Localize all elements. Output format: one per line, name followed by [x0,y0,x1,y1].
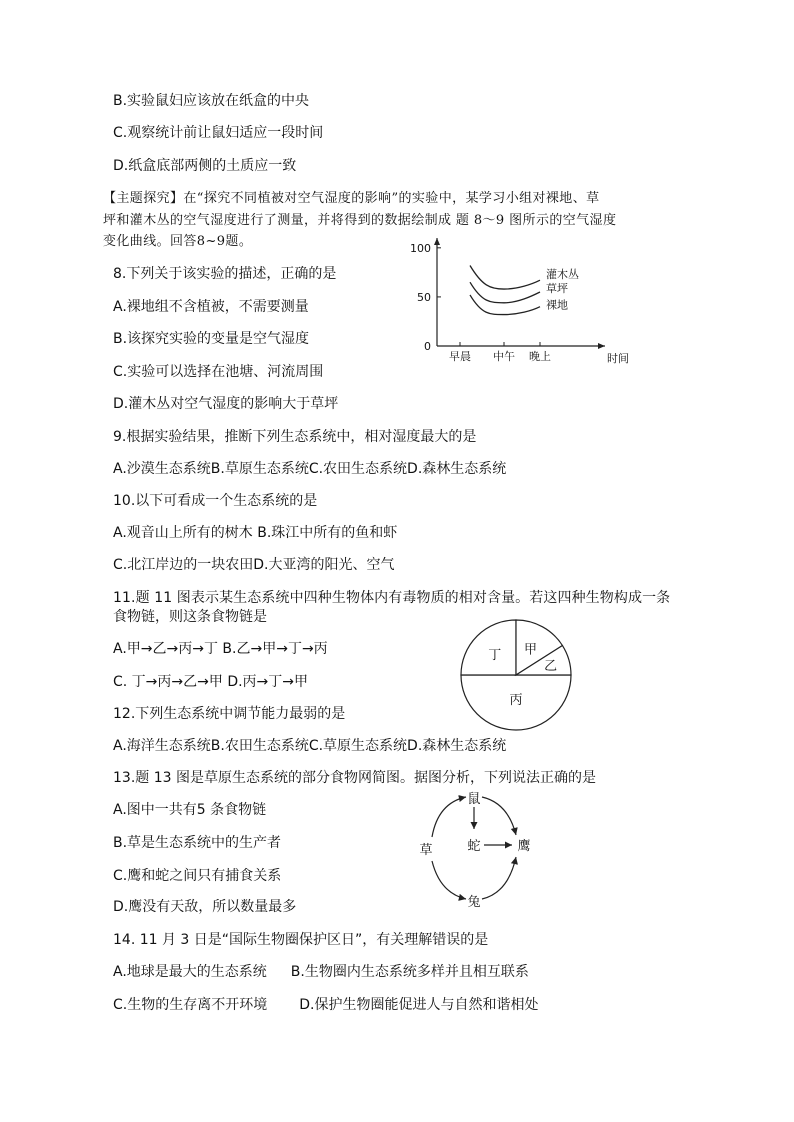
q12-stem: 12.下列生态系统中调节能力最弱的是 [113,706,346,722]
node-snake: 蛇 [467,839,481,854]
pie-label-2: 甲 [523,642,537,658]
y-axis-arrow [434,238,440,245]
node-mouse: 鼠 [467,792,481,807]
topic-intro-line-1: 【主题探究】在“探究不同植被对空气湿度的影响”的实验中，某学习小组对裸地、草 [103,191,600,206]
q11-stem-line-1: 11.题 11 图表示某生态系统中四种生物体内有毒物质的相对含量。若这四种生物构成一条 [113,590,671,606]
y-tick-label: 100 [410,241,431,255]
q12-options: A.海洋生态系统B.农田生态系统C.草原生态系统D.森林生态系统 [113,738,507,754]
q11-options-ab: A.甲→乙→丙→丁 B.乙→甲→丁→丙 [113,641,328,657]
x-tick-label: 早晨 [449,350,471,363]
q7-option-b: B.实验鼠妇应该放在纸盒的中央 [113,93,310,109]
y-tick-label: 50 [417,290,431,304]
q14-options-ab [113,962,529,982]
x-axis-label: 时间 [607,352,629,365]
q14-options-cd [113,995,538,1015]
q14-option-b: B.生物圈内生态系统多样并且相互联系 [290,964,529,980]
q8-stem: 8.下列关于该实验的描述，正确的是 [113,266,337,282]
pie-label-0: 丙 [509,693,523,708]
node-eagle: 鹰 [517,839,531,854]
series-label-0: 灌木丛 [546,268,579,282]
x-tick-label: 中午 [493,350,515,363]
series-label-2: 裸地 [546,298,568,312]
pie-label-3: 乙 [544,658,558,674]
series-line-0 [470,265,540,289]
q7-option-d: D.纸盒底部两侧的土质应一致 [113,158,297,174]
q10-stem: 10.以下可看成一个生态系统的是 [113,493,318,509]
q9-stem: 9.根据实验结果，推断下列生态系统中，相对湿度最大的是 [113,429,477,445]
q8-option-c: C.实验可以选择在池塘、河流周围 [113,364,324,380]
q10-options-ab: A.观音山上所有的树木 B.珠江中所有的鱼和虾 [113,525,398,541]
arrow-mouse-to-eagle [482,797,516,835]
q13-stem: 13.题 13 图是草原生态系统的部分食物网简图。据图分析，下列说法正确的是 [113,770,596,786]
q14-option-d: D.保护生物圈能促进人与自然和谐相处 [299,997,539,1013]
q14-option-a: A.地球是最大的生态系统 [113,964,267,980]
q13-option-d: D.鹰没有天敌，所以数量最多 [113,899,297,915]
q13-option-c: C.鹰和蛇之间只有捕食关系 [113,868,282,884]
q8-option-d: D.灌木丛对空气湿度的影响大于草坪 [113,396,339,412]
q9-options: A.沙漠生态系统B.草原生态系统C.农田生态系统D.森林生态系统 [113,461,507,477]
pie-label-1: 丁 [488,647,502,663]
topic-intro-line-2: 坪和灌木丛的空气湿度进行了测量，并将得到的数据绘制成 题 8～9 图所示的空气湿度 [103,213,617,228]
q8-option-a: A.裸地组不含植被，不需要测量 [113,299,309,315]
y-tick-label: 0 [424,340,431,353]
series-line-2 [470,295,540,315]
topic-intro-line-3: 变化曲线。回答8~9题。 [103,234,253,249]
x-axis-arrow [598,343,605,349]
food-web-diagram [412,785,542,917]
q8-option-b: B.该探究实验的变量是空气湿度 [113,331,310,347]
x-tick-label: 晚上 [529,350,551,363]
q13-option-b: B.草是生态系统中的生产者 [113,835,282,851]
series-label-1: 草坪 [546,282,568,295]
arrow-rabbit-to-eagle [482,857,516,899]
q11-options-cd: C. 丁→丙→乙→甲 D.丙→丁→甲 [113,674,309,690]
q11-stem-line-2: 食物链，则这条食物链是 [113,609,267,625]
humidity-line-chart [400,230,640,370]
node-rabbit: 兔 [467,895,481,910]
arrow-grass-to-rabbit [432,861,466,899]
q14-stem: 14. 11 月 3 日是“国际生物圈保护区日”，有关理解错误的是 [113,932,489,948]
q13-option-a: A.图中一共有5 条食物链 [113,802,267,818]
q10-options-cd: C.北江岸边的一块农田D.大亚湾的阳光、空气 [113,557,395,573]
toxin-pie-chart [458,617,574,733]
q7-option-c: C.观察统计前让鼠妇适应一段时间 [113,125,324,141]
q14-option-c: C.生物的生存离不开环境 [113,997,268,1013]
arrow-grass-to-mouse [432,797,466,837]
node-grass: 草 [419,843,433,858]
